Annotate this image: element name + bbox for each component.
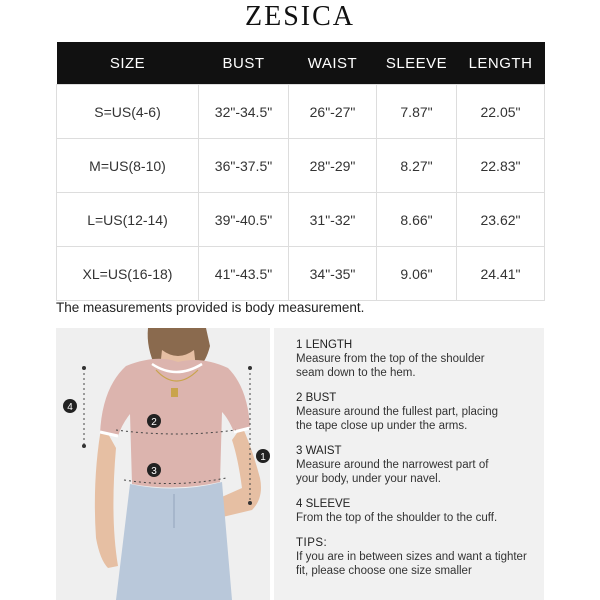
guide-line: Measure around the fullest part, placing [296, 406, 499, 418]
guide-waist [296, 444, 546, 486]
table-row [57, 139, 545, 193]
cell-length: 23.62" [457, 193, 545, 247]
guide-line: your body, under your navel. [296, 473, 441, 485]
size-chart-table [56, 42, 545, 301]
cell-size: S=US(4-6) [57, 85, 199, 139]
cell-bust: 36"-37.5" [199, 139, 289, 193]
table-header-row [57, 42, 545, 85]
guide-line: From the top of the shoulder to the cuff. [296, 512, 498, 524]
guide-title: 1 LENGTH [296, 339, 353, 351]
guide-line: seam down to the hem. [296, 367, 416, 379]
cell-length: 22.05" [457, 85, 545, 139]
guide-title: 3 WAIST [296, 445, 342, 457]
tips-line: fit, please choose one size smaller [296, 565, 472, 577]
cell-length: 24.41" [457, 247, 545, 301]
table-row [57, 193, 545, 247]
cell-size: L=US(12-14) [57, 193, 199, 247]
cell-length: 22.83" [457, 139, 545, 193]
table-row [57, 85, 545, 139]
header-sleeve: SLEEVE [377, 42, 457, 85]
cell-sleeve: 7.87" [377, 85, 457, 139]
guide-title: 4 SLEEVE [296, 498, 351, 510]
guide-bust [296, 391, 546, 433]
marker-1: 1 [260, 452, 266, 463]
brand-logo: ZESICA [245, 1, 355, 32]
header-bust: BUST [199, 42, 289, 85]
guide-line: Measure around the narrowest part of [296, 459, 489, 471]
guide-sleeve [296, 497, 546, 525]
guide-tips [296, 536, 546, 578]
table-row [57, 247, 545, 301]
guide-length [296, 338, 546, 380]
guide-line: Measure from the top of the shoulder [296, 353, 485, 365]
measurement-guide [296, 338, 546, 589]
cell-sleeve: 8.66" [377, 193, 457, 247]
marker-2: 2 [151, 417, 157, 428]
cell-sleeve: 8.27" [377, 139, 457, 193]
cell-waist: 34"-35" [289, 247, 377, 301]
marker-3: 3 [151, 466, 157, 477]
header-waist: WAIST [289, 42, 377, 85]
tips-line: If you are in between sizes and want a tighter [296, 551, 527, 563]
cell-size: M=US(8-10) [57, 139, 199, 193]
header-size: SIZE [57, 42, 199, 85]
cell-waist: 26"-27" [289, 85, 377, 139]
tips-title: TIPS: [296, 537, 328, 549]
cell-sleeve: 9.06" [377, 247, 457, 301]
cell-size: XL=US(16-18) [57, 247, 199, 301]
model-figure [56, 328, 270, 600]
cell-bust: 32"-34.5" [199, 85, 289, 139]
cell-bust: 39"-40.5" [199, 193, 289, 247]
header-length: LENGTH [457, 42, 545, 85]
guide-line: the tape close up under the arms. [296, 420, 468, 432]
cell-waist: 31"-32" [289, 193, 377, 247]
measurement-note: The measurements provided is body measurement. [56, 300, 365, 315]
marker-4: 4 [67, 402, 73, 413]
cell-waist: 28"-29" [289, 139, 377, 193]
guide-title: 2 BUST [296, 392, 337, 404]
model-illustration [56, 328, 270, 600]
cell-bust: 41"-43.5" [199, 247, 289, 301]
